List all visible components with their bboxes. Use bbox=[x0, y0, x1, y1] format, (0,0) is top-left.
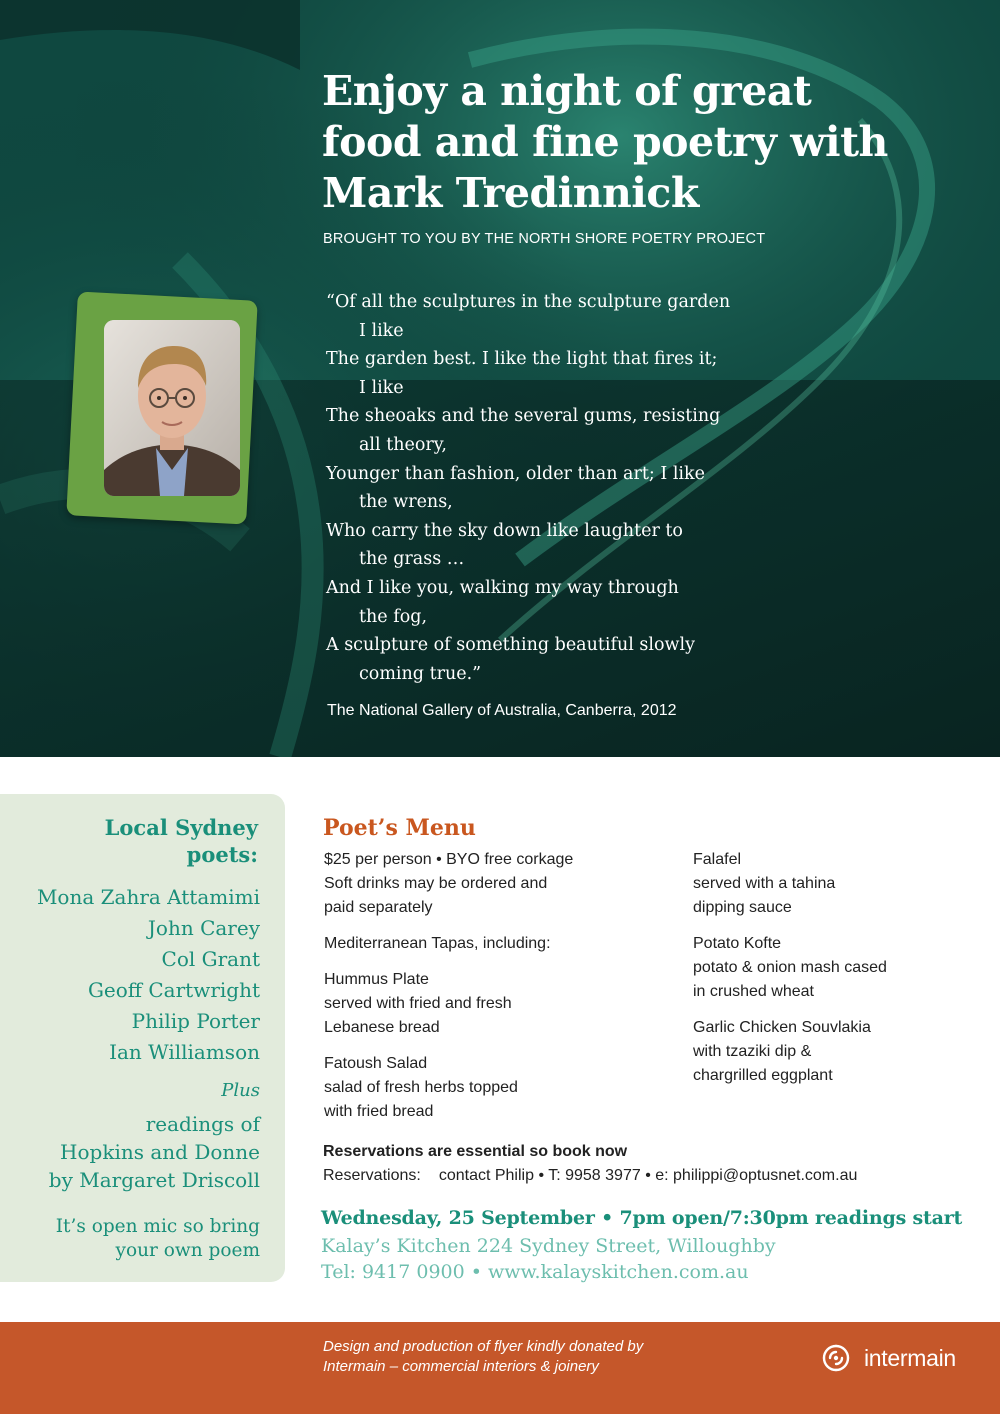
dish-description: with fried bread bbox=[324, 1103, 434, 1120]
dish-name: Potato Kofte bbox=[693, 935, 782, 952]
poem-line: “Of all the sculptures in the sculpture garden bbox=[326, 292, 731, 312]
menu-item-potato-kofte bbox=[693, 932, 973, 1004]
poet-portrait-photo bbox=[104, 320, 240, 496]
brand-name: intermain bbox=[864, 1344, 956, 1371]
credit-line: Design and production of flyer kindly donated by bbox=[323, 1338, 644, 1355]
event-date-time: Wednesday, 25 September • 7pm open/7:30pm readings start bbox=[321, 1207, 963, 1229]
poem-excerpt bbox=[326, 288, 806, 688]
heading-line: poets: bbox=[186, 842, 258, 867]
poem-line: Younger than fashion, older than art; I like bbox=[326, 463, 705, 484]
poet-name: Philip Porter bbox=[131, 1009, 260, 1033]
reservations-label: Reservations: bbox=[323, 1167, 421, 1184]
poem-line: coming true.” bbox=[359, 663, 482, 684]
poem-line: And I like you, walking my way through bbox=[326, 577, 679, 598]
plus-label: Plus bbox=[221, 1080, 260, 1101]
reservations-email[interactable]: • e: philippi@optusnet.com.au bbox=[645, 1167, 858, 1184]
dish-description: potato & onion mash cased bbox=[693, 959, 887, 976]
open-mic-line: It’s open mic so bring bbox=[55, 1216, 260, 1237]
dish-name: Garlic Chicken Souvlakia bbox=[693, 1019, 871, 1036]
open-mic-note bbox=[56, 1215, 260, 1263]
dish-name: Hummus Plate bbox=[324, 971, 429, 988]
venue-contact[interactable]: Tel: 9417 0900 • www.kalayskitchen.com.au bbox=[321, 1261, 749, 1283]
tapas-intro bbox=[324, 932, 664, 956]
poem-line: the fog, bbox=[359, 606, 428, 627]
venue-address: Kalay’s Kitchen 224 Sydney Street, Willoughby bbox=[321, 1235, 776, 1257]
poet-name: Col Grant bbox=[161, 947, 260, 971]
price-line: paid separately bbox=[324, 899, 433, 916]
intermain-logo bbox=[818, 1340, 956, 1376]
swirl-logo-icon bbox=[818, 1340, 854, 1376]
menu-item-fatoush bbox=[324, 1052, 664, 1124]
open-mic-line: your own poem bbox=[115, 1240, 260, 1261]
menu-heading: Poet’s Menu bbox=[323, 815, 476, 841]
footer-bar bbox=[0, 1322, 1000, 1414]
headline-line: food and fine poetry with bbox=[322, 118, 888, 166]
credit-line: Intermain – commercial interiors & joinery bbox=[323, 1358, 599, 1375]
readings-line: by Margaret Driscoll bbox=[48, 1168, 260, 1192]
reservations-contact: contact Philip bbox=[438, 1167, 534, 1184]
dish-description: with tzaziki dip & bbox=[693, 1043, 812, 1060]
poem-line: I like bbox=[359, 377, 404, 398]
readings-line: Hopkins and Donne bbox=[60, 1140, 260, 1164]
local-poets-panel bbox=[0, 794, 285, 1282]
dish-description: served with a tahina bbox=[693, 875, 836, 892]
reservations-details bbox=[323, 1167, 857, 1185]
heading-line: Local Sydney bbox=[104, 815, 258, 840]
portrait-illustration bbox=[104, 320, 240, 496]
dish-description: served with fried and fresh bbox=[324, 995, 512, 1012]
poet-name: Ian Williamson bbox=[109, 1040, 260, 1064]
dish-description: in crushed wheat bbox=[693, 983, 814, 1000]
poem-source: The National Gallery of Australia, Canberra, 2012 bbox=[327, 702, 677, 719]
poem-line: A sculpture of something beautiful slowly bbox=[326, 635, 695, 656]
dish-name: Fatoush Salad bbox=[324, 1055, 428, 1072]
poet-name: Geoff Cartwright bbox=[87, 978, 260, 1002]
dish-description: dipping sauce bbox=[693, 899, 792, 916]
poem-line: The sheoaks and the several gums, resisting bbox=[326, 406, 721, 427]
menu-left-column bbox=[324, 848, 664, 1136]
poem-line: the grass … bbox=[359, 549, 465, 570]
price-info bbox=[324, 848, 664, 920]
price-line: Soft drinks may be ordered and bbox=[324, 875, 548, 892]
menu-item-hummus bbox=[324, 968, 664, 1040]
poem-line: The garden best. I like the light that fires it; bbox=[326, 349, 718, 370]
headline-line: Enjoy a night of great bbox=[322, 67, 812, 115]
dish-description: chargrilled eggplant bbox=[693, 1067, 833, 1084]
reservations-heading: Reservations are essential so book now bbox=[323, 1143, 628, 1160]
menu-item-souvlakia bbox=[693, 1016, 973, 1088]
poem-line: the wrens, bbox=[359, 492, 453, 513]
readings-line: readings of bbox=[145, 1112, 260, 1136]
poet-name: John Carey bbox=[147, 916, 260, 940]
poet-name: Mona Zahra Attamimi bbox=[36, 885, 260, 909]
poem-line: Who carry the sky down like laughter to bbox=[326, 520, 683, 541]
local-poets-heading bbox=[105, 814, 258, 868]
design-credit bbox=[323, 1337, 643, 1377]
poet-list bbox=[37, 882, 260, 1068]
dish-description: Lebanese bread bbox=[324, 1019, 440, 1036]
readings-note bbox=[49, 1110, 260, 1194]
event-headline bbox=[322, 66, 962, 219]
headline-line: Mark Tredinnick bbox=[322, 169, 699, 217]
presenter-byline: BROUGHT TO YOU BY THE NORTH SHORE POETRY PROJECT bbox=[323, 231, 766, 247]
reservations-phone[interactable]: • T: 9958 3977 bbox=[538, 1167, 641, 1184]
poem-line: I like bbox=[359, 320, 404, 341]
poem-line: all theory, bbox=[359, 434, 447, 455]
dish-name: Falafel bbox=[693, 851, 742, 868]
tapas-line: Mediterranean Tapas, including: bbox=[324, 935, 551, 952]
price-line: $25 per person • BYO free corkage bbox=[324, 851, 574, 868]
menu-item-falafel bbox=[693, 848, 973, 920]
dish-description: salad of fresh herbs topped bbox=[324, 1079, 518, 1096]
menu-right-column bbox=[693, 848, 973, 1100]
